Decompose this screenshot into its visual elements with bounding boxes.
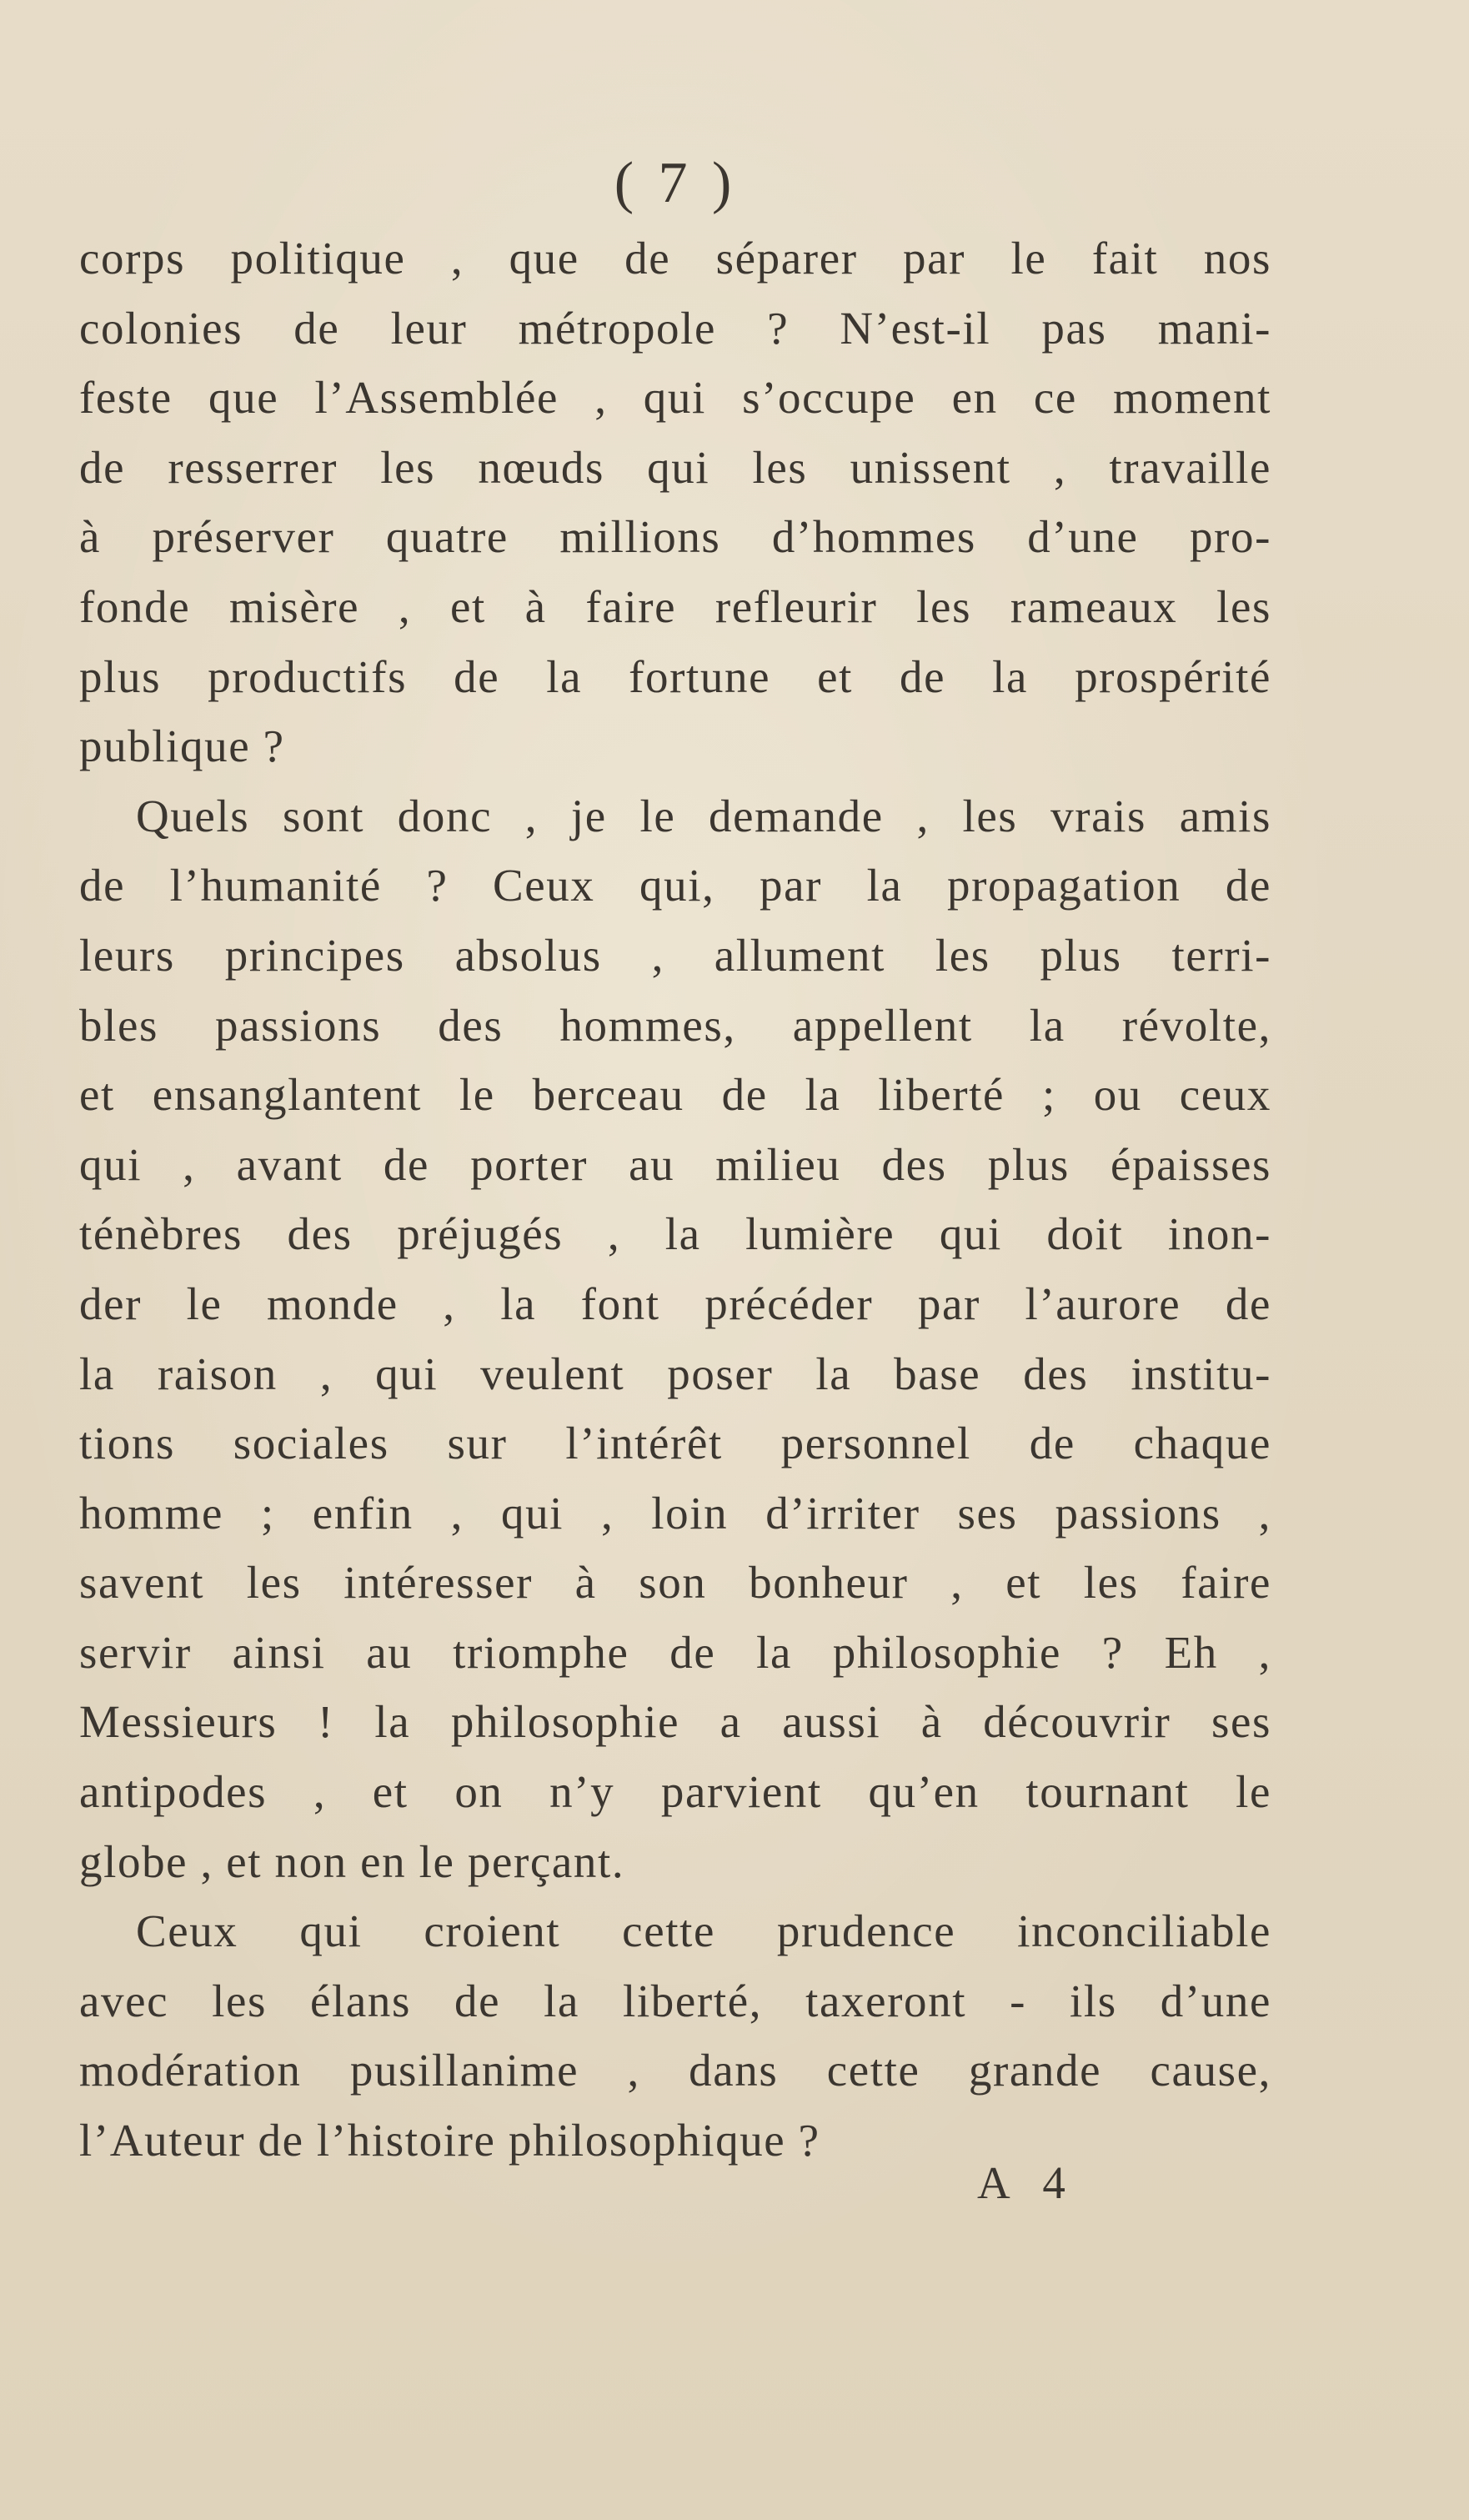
text-line: globe , et non en le perçant. <box>79 1835 625 1887</box>
text-line: antipodes , et on n’y parvient qu’en tournant le <box>79 1766 1271 1818</box>
text-line: modération pusillanime , dans cette grande cause, <box>79 2045 1271 2096</box>
text-line: feste que l’Assemblée , qui s’occupe en ce moment <box>79 372 1271 424</box>
text-line: plus productifs de la fortune et de la prospérité <box>79 650 1271 702</box>
paragraph-start-line: Ceux qui croient cette prudence inconciliable <box>136 1905 1271 1957</box>
page-number: ( 7 ) <box>614 151 737 215</box>
signature-mark: A 4 <box>977 2157 1077 2208</box>
text-line: leurs principes absolus , allument les plus terri- <box>79 929 1271 981</box>
text-line: servir ainsi au triomphe de la philosophie ? Eh , <box>79 1626 1271 1678</box>
body-text <box>79 223 1271 2176</box>
text-line: l’Auteur de l’histoire philosophique ? <box>79 2115 820 2166</box>
text-line: bles passions des hommes, appellent la révolte, <box>79 999 1271 1051</box>
text-line: tions sociales sur l’intérêt personnel de chaque <box>79 1418 1271 1469</box>
text-line: de l’humanité ? Ceux qui, par la propagation de <box>79 860 1271 911</box>
text-line: ténèbres des préjugés , la lumière qui doit inon- <box>79 1208 1271 1260</box>
text-line: colonies de leur métropole ? N’est-il pas mani- <box>79 302 1271 354</box>
text-line: avec les élans de la liberté, taxeront - ils d’une <box>79 1975 1271 2026</box>
text-line: corps politique , que de séparer par le fait nos <box>79 233 1271 284</box>
text-line: savent les intéresser à son bonheur , et les faire <box>79 1557 1271 1609</box>
text-line: homme ; enfin , qui , loin d’irriter ses passions , <box>79 1487 1271 1539</box>
text-line: der le monde , la font précéder par l’aurore de <box>79 1278 1271 1329</box>
paragraph-start-line: Quels sont donc , je le demande , les vrais amis <box>136 790 1271 841</box>
text-line: publique ? <box>79 720 285 772</box>
text-line: Messieurs ! la philosophie a aussi à découvrir ses <box>79 1696 1271 1748</box>
text-line: la raison , qui veulent poser la base des institu- <box>79 1348 1271 1399</box>
text-line: à préserver quatre millions d’hommes d’une pro- <box>79 511 1271 563</box>
text-line: de resserrer les nœuds qui les unissent , travaille <box>79 441 1271 493</box>
text-line: fonde misère , et à faire refleurir les rameaux les <box>79 580 1271 632</box>
text-line: et ensanglantent le berceau de la liberté ; ou ceux <box>79 1069 1271 1121</box>
text-line: qui , avant de porter au milieu des plus épaisses <box>79 1138 1271 1190</box>
